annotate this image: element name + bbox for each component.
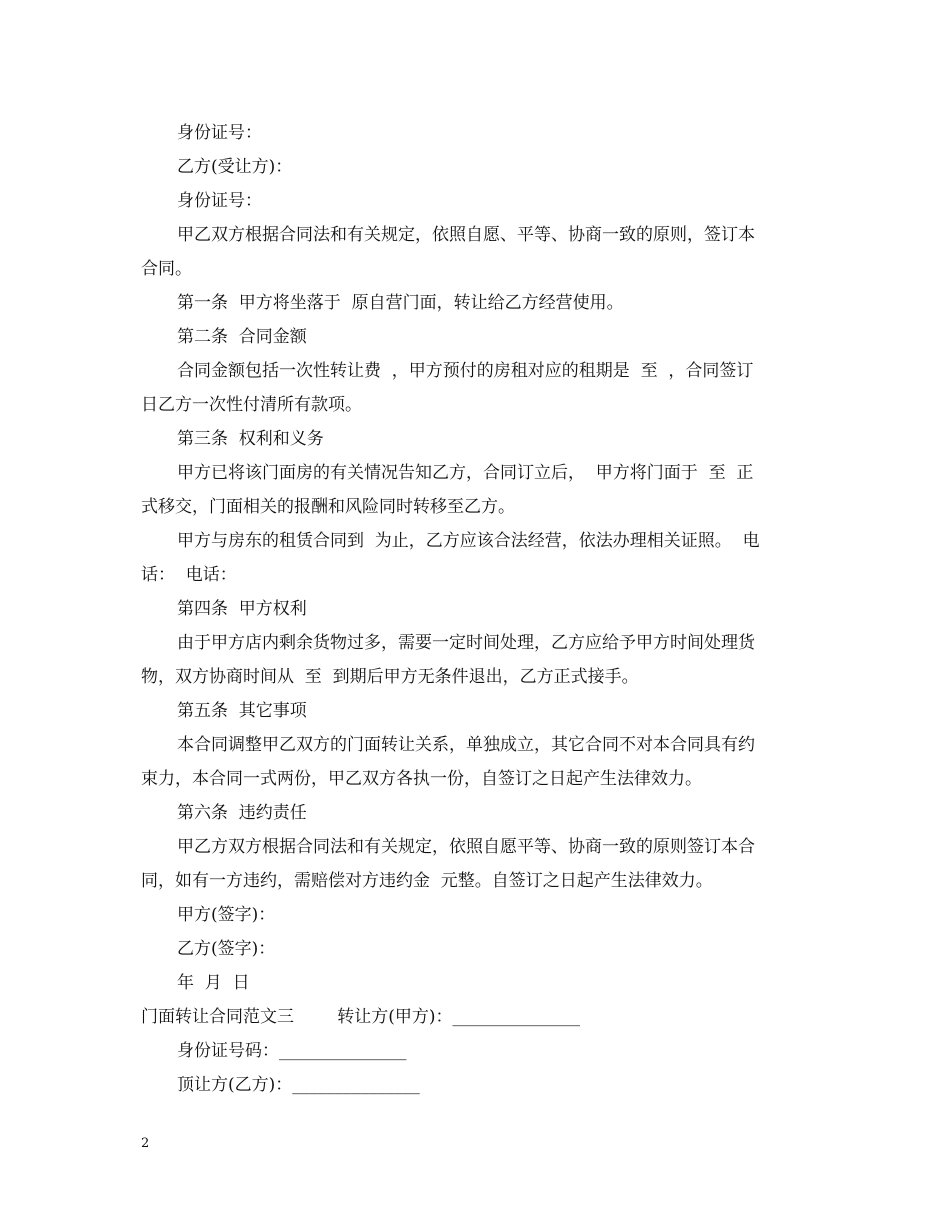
text-line: 束力，本合同一式两份，甲乙双方各执一份，自签订之日起产生法律效力。: [141, 769, 702, 789]
document-body: [141, 116, 813, 1102]
text-line: 甲乙方双方根据合同法和有关规定，依照自愿平等、协商一致的原则签订本合: [177, 837, 755, 857]
text-line: 身份证号：: [177, 123, 262, 143]
text-line: 日乙方一次性付清所有款项。: [141, 395, 362, 415]
text-line: 身份证号：: [177, 191, 262, 211]
article-heading: 第四条 甲方权利: [177, 599, 307, 619]
text-line: 甲乙双方根据合同法和有关规定，依照自愿、平等、协商一致的原则，签订本: [177, 225, 755, 245]
section-title-line: 门面转让合同范文三 转让方(甲方)：_______________: [141, 1007, 580, 1027]
text-line: 本合同调整甲乙双方的门面转让关系，单独成立，其它合同不对本合同具有约: [177, 735, 755, 755]
text-line: 话： 电话：: [141, 565, 237, 585]
text-line: 合同。: [141, 259, 192, 279]
article-heading: 第一条 甲方将坐落于 原自营门面，转让给乙方经营使用。: [177, 293, 624, 313]
text-line: 乙方(受让方)：: [177, 157, 293, 177]
form-field-line: 顶让方(乙方)：_______________: [177, 1075, 420, 1095]
page-number: 2: [141, 1136, 150, 1151]
text-line: 由于甲方店内剩余货物过多，需要一定时间处理，乙方应给予甲方时间处理货: [177, 633, 755, 653]
text-line: 甲方已将该门面房的有关情况告知乙方，合同订立后， 甲方将门面于 至 正: [177, 463, 754, 483]
text-line: 物，双方协商时间从 至 到期后甲方无条件退出，乙方正式接手。: [141, 667, 639, 687]
text-line: 甲方与房东的租赁合同到 为止，乙方应该合法经营，依法办理相关证照。 电: [177, 531, 760, 551]
signature-line: 甲方(签字)：: [177, 905, 276, 925]
signature-line: 乙方(签字)：: [177, 939, 276, 959]
text-line: 合同金额包括一次性转让费 ，甲方预付的房租对应的租期是 至 ，合同签订: [177, 361, 754, 381]
article-heading: 第五条 其它事项: [177, 701, 307, 721]
article-heading: 第三条 权利和义务: [177, 429, 324, 449]
article-heading: 第六条 违约责任: [177, 803, 307, 823]
text-line: 同，如有一方违约，需赔偿对方违约金 元整。自签订之日起产生法律效力。: [141, 871, 713, 891]
text-line: 式移交，门面相关的报酬和风险同时转移至乙方。: [141, 497, 515, 517]
date-line: 年 月 日: [177, 973, 250, 993]
article-heading: 第二条 合同金额: [177, 327, 307, 347]
form-field-line: 身份证号码：_______________: [177, 1041, 407, 1061]
